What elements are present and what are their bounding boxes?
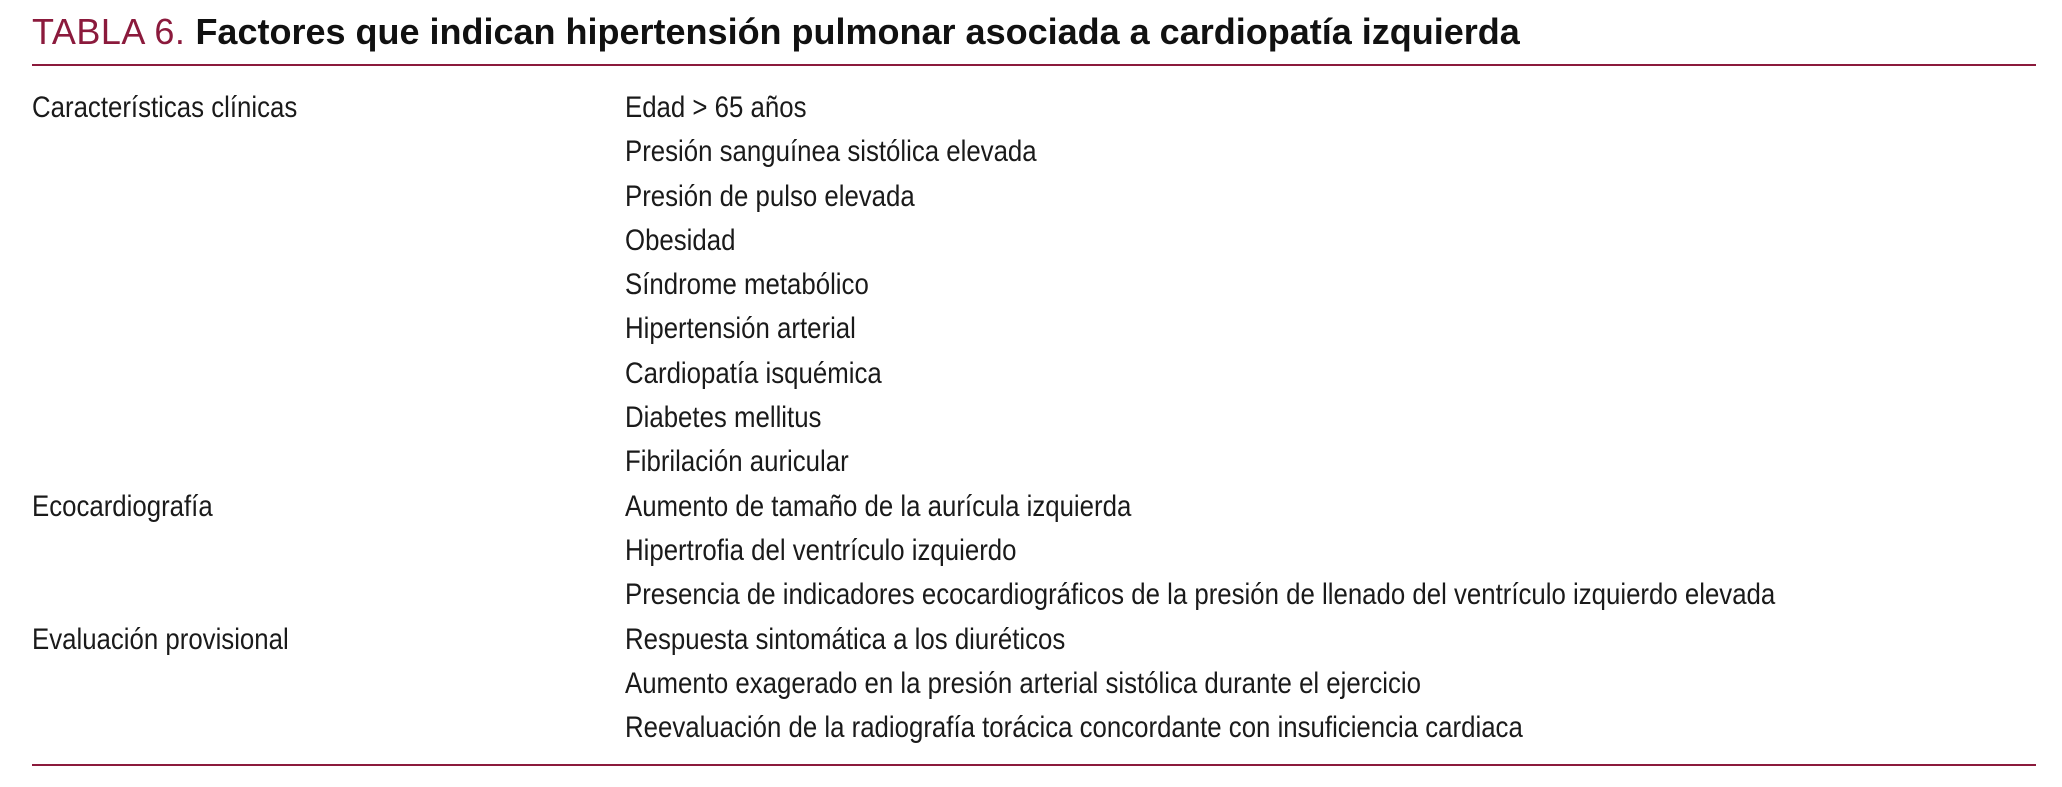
row-item-list bbox=[625, 86, 2036, 485]
table-row-ecocardiografia bbox=[32, 485, 2036, 618]
list-item: Obesidad bbox=[625, 223, 736, 257]
list-item: Edad > 65 años bbox=[625, 91, 807, 124]
row-category-label: Ecocardiografía bbox=[32, 489, 213, 523]
row-category-label: Características clínicas bbox=[32, 91, 298, 124]
list-item: Aumento de tamaño de la aurícula izquierda bbox=[625, 489, 1132, 523]
table-row-evaluacion-provisional bbox=[32, 618, 2036, 751]
table-title bbox=[32, 0, 2036, 64]
table-row-caracteristicas-clinicas bbox=[32, 86, 2036, 485]
list-item: Presión de pulso elevada bbox=[625, 179, 915, 213]
table-body bbox=[32, 66, 2036, 764]
list-item: Diabetes mellitus bbox=[625, 401, 822, 435]
list-item: Cardiopatía isquémica bbox=[625, 356, 882, 390]
row-item-list bbox=[625, 618, 2036, 751]
list-item: Reevaluación de la radiografía torácica concordante con insuficiencia cardiaca bbox=[625, 711, 1523, 745]
list-item: Fibrilación auricular bbox=[625, 445, 849, 479]
list-item: Hipertensión arterial bbox=[625, 312, 856, 346]
table-number-label: TABLA 6. bbox=[32, 11, 186, 52]
list-item: Respuesta sintomática a los diuréticos bbox=[625, 622, 1066, 656]
bottom-divider bbox=[32, 764, 2036, 766]
list-item: Presión sanguínea sistólica elevada bbox=[625, 135, 1037, 169]
table-container bbox=[32, 0, 2036, 766]
table-caption: Factores que indican hipertensión pulmonar asociada a cardiopatía izquierda bbox=[195, 11, 1520, 52]
list-item: Hipertrofia del ventrículo izquierdo bbox=[625, 533, 1017, 567]
list-item: Síndrome metabólico bbox=[625, 268, 869, 302]
row-item-list bbox=[625, 485, 2036, 618]
row-category-label: Evaluación provisional bbox=[32, 622, 289, 656]
list-item: Presencia de indicadores ecocardiográficos de la presión de llenado del ventrículo izquierdo elevada bbox=[625, 578, 1776, 612]
list-item: Aumento exagerado en la presión arterial sistólica durante el ejercicio bbox=[625, 666, 1421, 700]
